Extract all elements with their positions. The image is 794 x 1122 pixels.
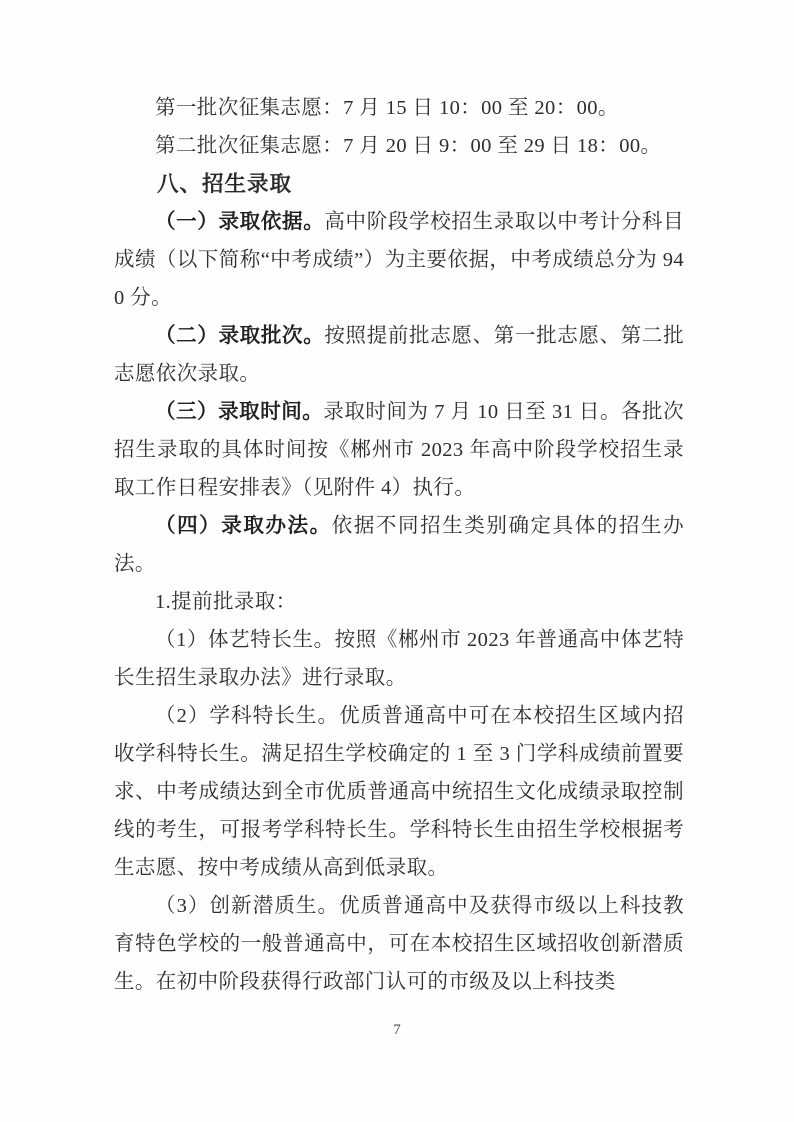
para-early-batch-admission — [114, 583, 684, 621]
document-body — [114, 89, 684, 1001]
para-lead: （三）录取时间。 — [155, 401, 324, 423]
para-sports-arts-talent-students — [114, 621, 684, 697]
para-admission-method — [114, 507, 684, 583]
para-lead: （四）录取办法。 — [155, 515, 332, 537]
para-first-batch-volunteer — [114, 89, 684, 127]
para-text: （2）学科特长生。优质普通高中可在本校招生区域内招收学科特长生。满足招生学校确定的 1 至 3 门学科成绩前置要求、中考成绩达到全市优质普通高中统招生文化成绩录取控制线的考生，可报考学科特长生。学科特长生由招生学校根据考生志愿、按中考成绩从高到低录取。 — [114, 705, 684, 879]
para-text: 按照提前批志愿、第一批志愿、第二批志愿依次录取。 — [114, 325, 684, 385]
para-text: 第一批次征集志愿：7 月 15 日 10：00 至 20：00。 — [155, 97, 619, 119]
para-text: （1）体艺特长生。按照《郴州市 2023 年普通高中体艺特长生招生录取办法》进行录取。 — [114, 629, 684, 689]
para-innovation-potential-students — [114, 887, 684, 1001]
para-text: 高中阶段学校招生录取以中考计分科目成绩（以下简称“中考成绩”）为主要依据，中考成绩总分为 940 分。 — [114, 211, 684, 309]
para-text: 录取时间为 7 月 10 日至 31 日。各批次招生录取的具体时间按《郴州市 2023 年高中阶段学校招生录取工作日程安排表》（见附件 4）执行。 — [114, 401, 684, 499]
para-subject-talent-students — [114, 697, 684, 887]
para-text: 依据不同招生类别确定具体的招生办法。 — [114, 515, 684, 575]
para-admission-basis — [114, 203, 684, 317]
page-number: 7 — [393, 1022, 401, 1038]
para-lead: （一）录取依据。 — [155, 211, 325, 233]
para-admission-batches — [114, 317, 684, 393]
para-admission-time — [114, 393, 684, 507]
heading-text: 八、招生录取 — [157, 172, 293, 196]
para-second-batch-volunteer — [114, 127, 684, 165]
para-text: 1.提前批录取： — [155, 591, 297, 613]
para-text: （3）创新潜质生。优质普通高中及获得市级以上科技教育特色学校的一般普通高中，可在本校招生区域招收创新潜质生。在初中阶段获得行政部门认可的市级及以上科技类 — [114, 895, 684, 993]
heading-section-8-enrollment-admission — [114, 165, 684, 203]
para-text: 第二批次征集志愿：7 月 20 日 9：00 至 29 日 18：00。 — [155, 135, 662, 157]
para-lead: （二）录取批次。 — [155, 325, 325, 347]
